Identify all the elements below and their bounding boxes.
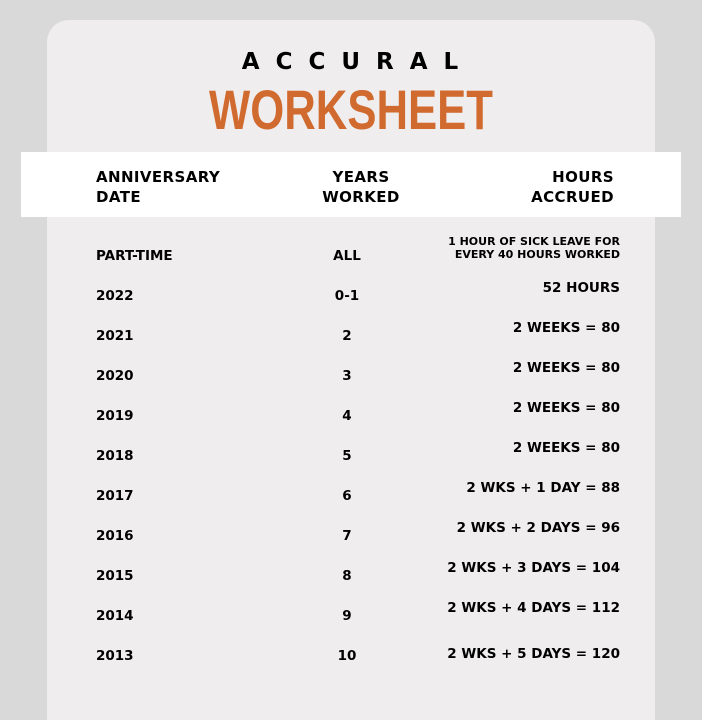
cell-hours: 2 WKS + 2 DAYS = 96: [456, 520, 620, 536]
title-worksheet: WORKSHEET: [209, 78, 493, 141]
table-row: [0, 646, 702, 666]
cell-years: 7: [342, 528, 352, 544]
cell-hours: 2 WKS + 5 DAYS = 120: [447, 646, 620, 662]
cell-years: 0-1: [334, 288, 360, 304]
table-row: [0, 480, 702, 506]
cell-years: ALL: [333, 248, 361, 264]
cell-date: 2016: [96, 528, 134, 544]
cell-hours: 2 WEEKS = 80: [512, 320, 620, 336]
cell-hours: 2 WEEKS = 80: [512, 400, 620, 416]
table-row: [0, 520, 702, 546]
cell-date: 2021: [96, 328, 134, 344]
table-row: [0, 400, 702, 426]
cell-hours: 2 WEEKS = 80: [512, 360, 620, 376]
header-years-worked: YEARS WORKED: [322, 168, 400, 206]
cell-years: 4: [342, 408, 352, 424]
header-hours-accrued: HOURS ACCRUED: [531, 168, 614, 206]
cell-hours: 2 WKS + 4 DAYS = 112: [447, 600, 620, 616]
cell-date: 2020: [96, 368, 134, 384]
cell-date: 2019: [96, 408, 134, 424]
cell-years: 6: [342, 488, 352, 504]
cell-hours: 2 WEEKS = 80: [512, 440, 620, 456]
table-row: [0, 560, 702, 586]
cell-hours: 2 WKS + 3 DAYS = 104: [447, 560, 620, 576]
table-row: [0, 235, 702, 266]
cell-hours: 1 HOUR OF SICK LEAVE FOR EVERY 40 HOURS WORKED: [448, 235, 620, 261]
cell-hours: 2 WKS + 1 DAY = 88: [466, 480, 620, 496]
cell-date: 2017: [96, 488, 134, 504]
cell-years: 3: [342, 368, 352, 384]
cell-years: 2: [342, 328, 352, 344]
table-row: [0, 600, 702, 626]
cell-date: 2015: [96, 568, 134, 584]
table-row: [0, 360, 702, 386]
cell-date: 2022: [96, 288, 134, 304]
cell-years: 9: [342, 608, 352, 624]
table-header: [21, 152, 681, 217]
cell-date: 2018: [96, 448, 134, 464]
table-row: [0, 280, 702, 306]
table-row: [0, 320, 702, 346]
cell-date: 2014: [96, 608, 134, 624]
cell-hours: 52 HOURS: [542, 280, 620, 296]
title-accural: ACCURAL: [241, 49, 475, 75]
cell-date: PART-TIME: [96, 248, 173, 264]
cell-years: 10: [337, 648, 357, 664]
cell-years: 8: [342, 568, 352, 584]
table-row: [0, 440, 702, 466]
cell-date: 2013: [96, 648, 134, 664]
header-anniversary-date: ANNIVERSARY DATE: [96, 168, 221, 206]
cell-years: 5: [342, 448, 352, 464]
